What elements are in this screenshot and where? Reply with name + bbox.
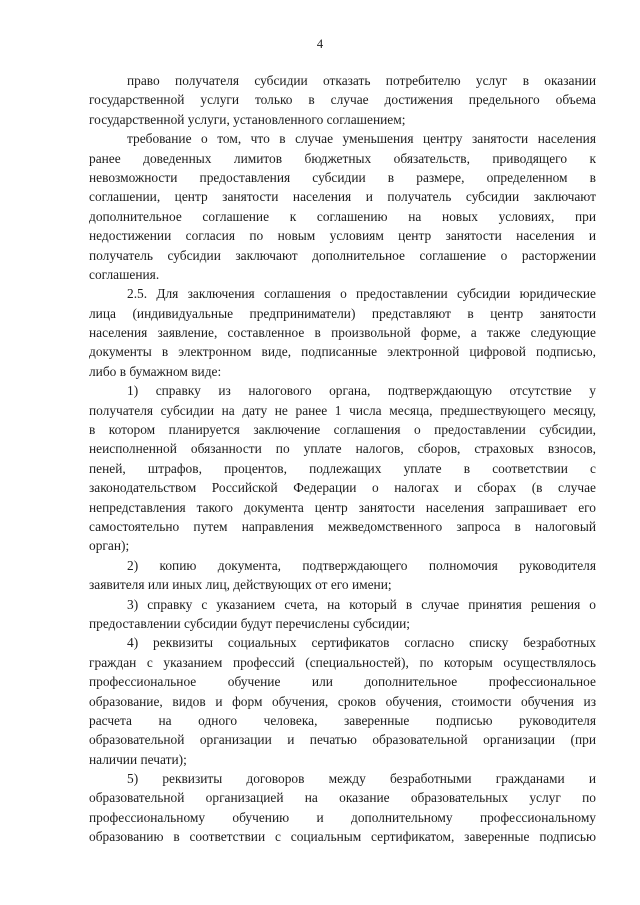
text-line: невозможности предоставления субсидии в размере, определенном в	[89, 169, 596, 185]
text-line: в котором планируется заключение соглашения о предоставлении субсидии,	[89, 422, 596, 438]
text-line: недостижении согласия по новым условиям центр занятости населения и	[89, 228, 596, 244]
text-line: ранее доведенных лимитов бюджетных обязательств, приводящего к	[89, 150, 596, 166]
text-line: либо в бумажном виде:	[89, 363, 222, 379]
text-line: соглашении, центр занятости населения и получатель субсидии заключают	[89, 189, 596, 205]
text-line: непредставления такого документа центр занятости населения запрашивает его	[89, 499, 596, 515]
paragraph-item-4	[89, 633, 596, 769]
text-line: образованию в соответствии с социальным сертификатом, заверенные подписью	[89, 829, 596, 845]
paragraph-item-5	[89, 769, 596, 847]
text-line: пеней, штрафов, процентов, подлежащих уплате в соответствии с	[89, 460, 596, 476]
text-line: предоставлении субсидии будут перечислены субсидии;	[89, 615, 411, 631]
text-line: требование о том, что в случае уменьшения центру занятости населения	[127, 131, 596, 147]
paragraph-item-1	[89, 381, 596, 556]
text-line: 4) реквизиты социальных сертификатов согласно списку безработных	[127, 635, 596, 651]
text-line: граждан с указанием профессий (специальностей), по которым осуществлялось	[89, 654, 596, 670]
paragraph-limits-requirement	[89, 129, 596, 284]
text-line: 1) справку из налогового органа, подтверждающую отсутствие у	[127, 383, 596, 399]
paragraph-item-3	[89, 595, 596, 634]
paragraph-recipient-right	[89, 71, 596, 129]
text-line: образовательной организации и печатью образовательной организации (при	[89, 732, 596, 748]
page-number: 4	[316, 37, 324, 51]
document-body	[89, 71, 596, 847]
text-line: наличии печати);	[89, 751, 187, 767]
text-line: документы в электронном виде, подписанные электронной цифровой подписью,	[89, 344, 596, 360]
text-line: получателя субсидии на дату не ранее 1 числа месяца, предшествующего месяцу,	[89, 402, 596, 418]
text-line: населения заявление, составленное в произвольной форме, а также следующие	[89, 325, 596, 341]
paragraph-2-5	[89, 284, 596, 381]
text-line: лица (индивидуальные предприниматели) представляют в центр занятости	[89, 305, 596, 321]
text-line: 5) реквизиты договоров между безработными гражданами и	[127, 771, 596, 787]
text-line: 3) справку с указанием счета, на который в случае принятия решения о	[127, 596, 596, 612]
text-line: право получателя субсидии отказать потребителю услуг в оказании	[127, 73, 596, 88]
text-line: расчета на одного человека, заверенные подписью руководителя	[89, 712, 596, 728]
text-line: образовательной организацией на оказание образовательных услуг по	[89, 790, 596, 806]
text-line: государственной услуги только в случае достижения предельного объема	[89, 92, 596, 108]
text-line: получатель субсидии заключают дополнительное соглашение о расторжении	[89, 247, 596, 263]
text-line: законодательством Российской Федерации о налогах и сборах (в случае	[89, 480, 596, 496]
text-line: дополнительное соглашение к соглашению на новых условиях, при	[89, 208, 596, 224]
text-line: образование, видов и форм обучения, сроков обучения, стоимости обучения из	[89, 693, 596, 709]
text-line: профессиональное обучение или дополнительное профессиональное	[89, 674, 596, 690]
text-line: соглашения.	[89, 266, 160, 282]
text-line: 2) копию документа, подтверждающего полномочия руководителя	[127, 557, 596, 573]
text-line: государственной услуги, установленного соглашением;	[89, 111, 406, 127]
paragraph-item-2	[89, 556, 596, 595]
text-line: профессиональному обучению и дополнительному профессиональному	[89, 809, 596, 825]
text-line: орган);	[89, 538, 130, 554]
text-line: самостоятельно путем направления межведомственного запроса в налоговый	[89, 518, 596, 534]
text-line: неисполненной обязанности по уплате налогов, сборов, страховых взносов,	[89, 441, 596, 457]
text-line: 2.5. Для заключения соглашения о предоставлении субсидии юридические	[127, 286, 596, 302]
text-line: заявителя или иных лиц, действующих от его имени;	[89, 577, 392, 593]
